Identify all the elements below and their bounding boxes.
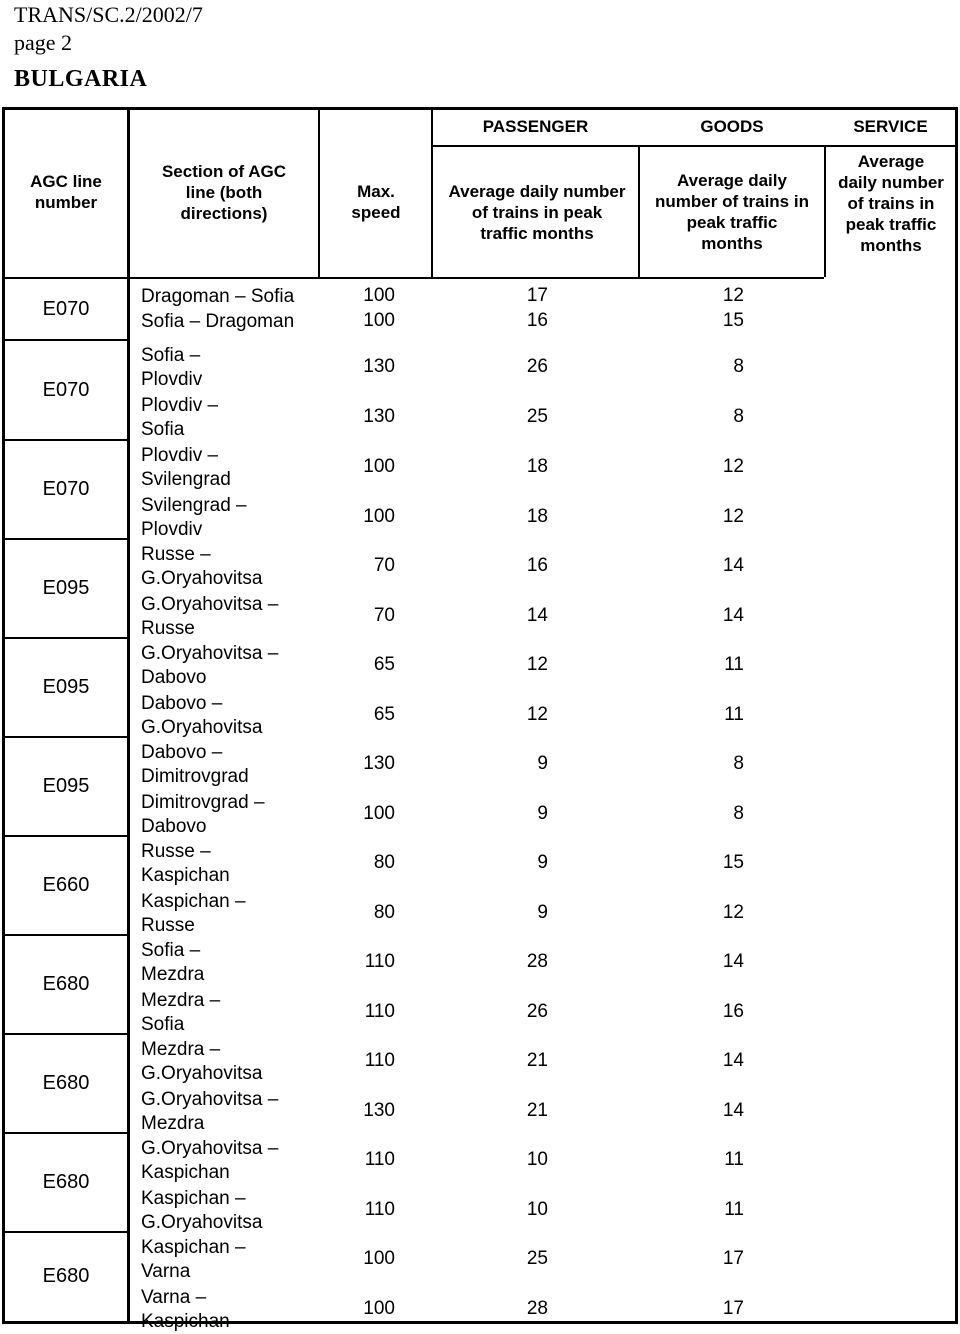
agc-line-number: E070 [42,378,90,401]
section-name: Sofia – Plovdiv [141,345,203,390]
goods-trains-value: 8 [733,753,744,774]
agc-line-number: E660 [42,874,90,896]
header-section: Section of AGC line (both directions) [161,161,287,223]
passenger-column-divider [638,145,640,277]
passenger-trains-value: 14 [526,604,548,626]
passenger-trains-value: 26 [526,1000,548,1022]
passenger-trains-value: 9 [537,802,548,824]
section-name: G.Oryahovitsa – Mezdra [141,1088,279,1134]
train-traffic-table [2,107,958,1332]
goods-trains-value: 17 [722,1297,744,1319]
agc-line-number: E680 [42,973,90,995]
section-name: Varna – Kaspichan [141,1286,230,1332]
max-speed-value: 130 [363,356,395,377]
agc-line-number: E095 [42,775,90,797]
table-border-right [955,107,958,1324]
goods-trains-value: 14 [722,555,744,576]
max-speed-value: 80 [373,901,395,923]
max-speed-value: 65 [373,654,395,675]
goods-trains-value: 11 [724,703,744,725]
passenger-trains-value: 21 [526,1050,548,1071]
goods-trains-value: 12 [722,901,744,923]
header-goods-average: Average daily number of trains in peak traffic months [655,171,809,253]
agc-column-divider [127,107,130,1324]
passenger-trains-value: 18 [526,456,548,477]
agc-line-number: E680 [42,1072,90,1094]
section-name: Plovdiv – Svilengrad [141,445,231,490]
max-speed-value: 100 [363,285,395,306]
passenger-trains-value: 10 [526,1198,548,1220]
goods-trains-value: 12 [722,456,744,477]
passenger-trains-value: 17 [526,285,548,306]
document-reference: TRANS/SC.2/2002/7 [14,2,203,27]
agc-line-number: E095 [42,577,90,599]
passenger-trains-value: 9 [537,852,548,873]
max-speed-value: 80 [373,852,395,873]
max-speed-value: 110 [364,1198,395,1220]
goods-trains-value: 14 [722,1050,744,1071]
passenger-trains-value: 16 [526,310,548,331]
section-name: Dragoman – Sofia [141,286,295,307]
goods-trains-value: 11 [724,1149,744,1170]
section-name: Dabovo – Dimitrovgrad [141,742,249,787]
agc-line-number: E680 [42,1265,90,1287]
goods-trains-value: 8 [733,405,744,427]
section-name: Sofia – Mezdra [141,940,205,985]
header-service-average: Average daily number of trains in peak traffic months [838,152,944,255]
max-speed-value: 70 [373,555,395,576]
max-speed-value: 130 [363,753,395,774]
goods-trains-value: 11 [724,1198,744,1220]
section-name: Kaspichan – Varna [141,1237,246,1282]
passenger-trains-value: 28 [526,1297,548,1319]
max-speed-value: 65 [373,703,395,725]
goods-trains-value: 11 [724,654,744,675]
passenger-trains-value: 9 [537,901,548,923]
goods-trains-value: 8 [733,802,744,824]
max-speed-value: 110 [364,1050,395,1071]
header-goods: GOODS [700,116,764,136]
section-name: Mezdra – Sofia [141,989,221,1035]
passenger-trains-value: 9 [537,753,548,774]
passenger-trains-value: 28 [526,951,548,972]
max-speed-value: 100 [363,802,395,824]
section-name: Russe – Kaspichan [141,841,230,886]
passenger-trains-value: 18 [526,505,548,527]
goods-trains-value: 14 [722,951,744,972]
goods-trains-value: 17 [722,1248,744,1269]
passenger-trains-value: 25 [526,405,548,427]
goods-trains-value: 8 [733,356,744,377]
header-service: SERVICE [853,116,928,136]
max-speed-value: 110 [364,1149,395,1170]
goods-trains-value: 12 [722,285,744,306]
agc-line-number: E095 [42,676,90,698]
passenger-trains-value: 26 [526,356,548,377]
section-name: Sofia – Dragoman [141,311,295,332]
section-name: G.Oryahovitsa – Russe [141,593,279,639]
max-speed-value: 130 [363,405,395,427]
max-speed-value: 100 [363,1248,395,1269]
agc-line-number: E680 [42,1171,90,1193]
header-passenger: PASSENGER [482,116,589,136]
passenger-trains-value: 21 [526,1099,548,1121]
max-speed-value: 100 [363,456,395,477]
max-speed-value: 110 [364,1000,395,1022]
passenger-trains-value: 12 [526,703,548,725]
max-speed-value: 110 [364,951,395,972]
section-name: Svilengrad – Plovdiv [141,494,247,540]
passenger-trains-value: 16 [526,555,548,576]
passenger-trains-value: 10 [526,1149,548,1170]
agc-line-number: E070 [42,298,90,320]
goods-trains-value: 12 [722,505,744,527]
goods-trains-value: 15 [722,310,744,331]
goods-column-divider [824,145,826,277]
section-name: Kaspichan – Russe [141,890,246,936]
max-speed-value: 70 [373,604,395,626]
max-speed-value: 100 [363,1297,395,1319]
page-number: page 2 [14,30,73,55]
section-name: G.Oryahovitsa – Kaspichan [141,1138,279,1183]
section-name: Plovdiv – Sofia [141,394,219,440]
agc-line-number: E070 [42,478,90,500]
section-column-divider [318,107,320,277]
section-name: Dabovo – G.Oryahovitsa [141,692,263,738]
country-title: BULGARIA [14,66,148,92]
header-agc-line: AGC line number [30,172,102,212]
max-speed-value: 100 [363,310,395,331]
header-max-speed: Max. speed [351,182,401,222]
goods-trains-value: 15 [722,852,744,873]
header-passenger-average: Average daily number of trains in peak traffic months [448,181,626,243]
section-name: Russe – G.Oryahovitsa [141,544,263,589]
max-speed-value: 100 [363,505,395,527]
section-name: Dimitrovgrad – Dabovo [141,791,265,837]
passenger-trains-value: 25 [526,1248,548,1269]
section-name: Mezdra – G.Oryahovitsa [141,1039,263,1084]
section-name: G.Oryahovitsa – Dabovo [141,643,279,688]
goods-trains-value: 14 [722,604,744,626]
goods-trains-value: 16 [722,1000,744,1022]
goods-trains-value: 14 [722,1099,744,1121]
section-name: Kaspichan – G.Oryahovitsa [141,1187,263,1233]
passenger-trains-value: 12 [526,654,548,675]
max-speed-value: 130 [363,1099,395,1121]
